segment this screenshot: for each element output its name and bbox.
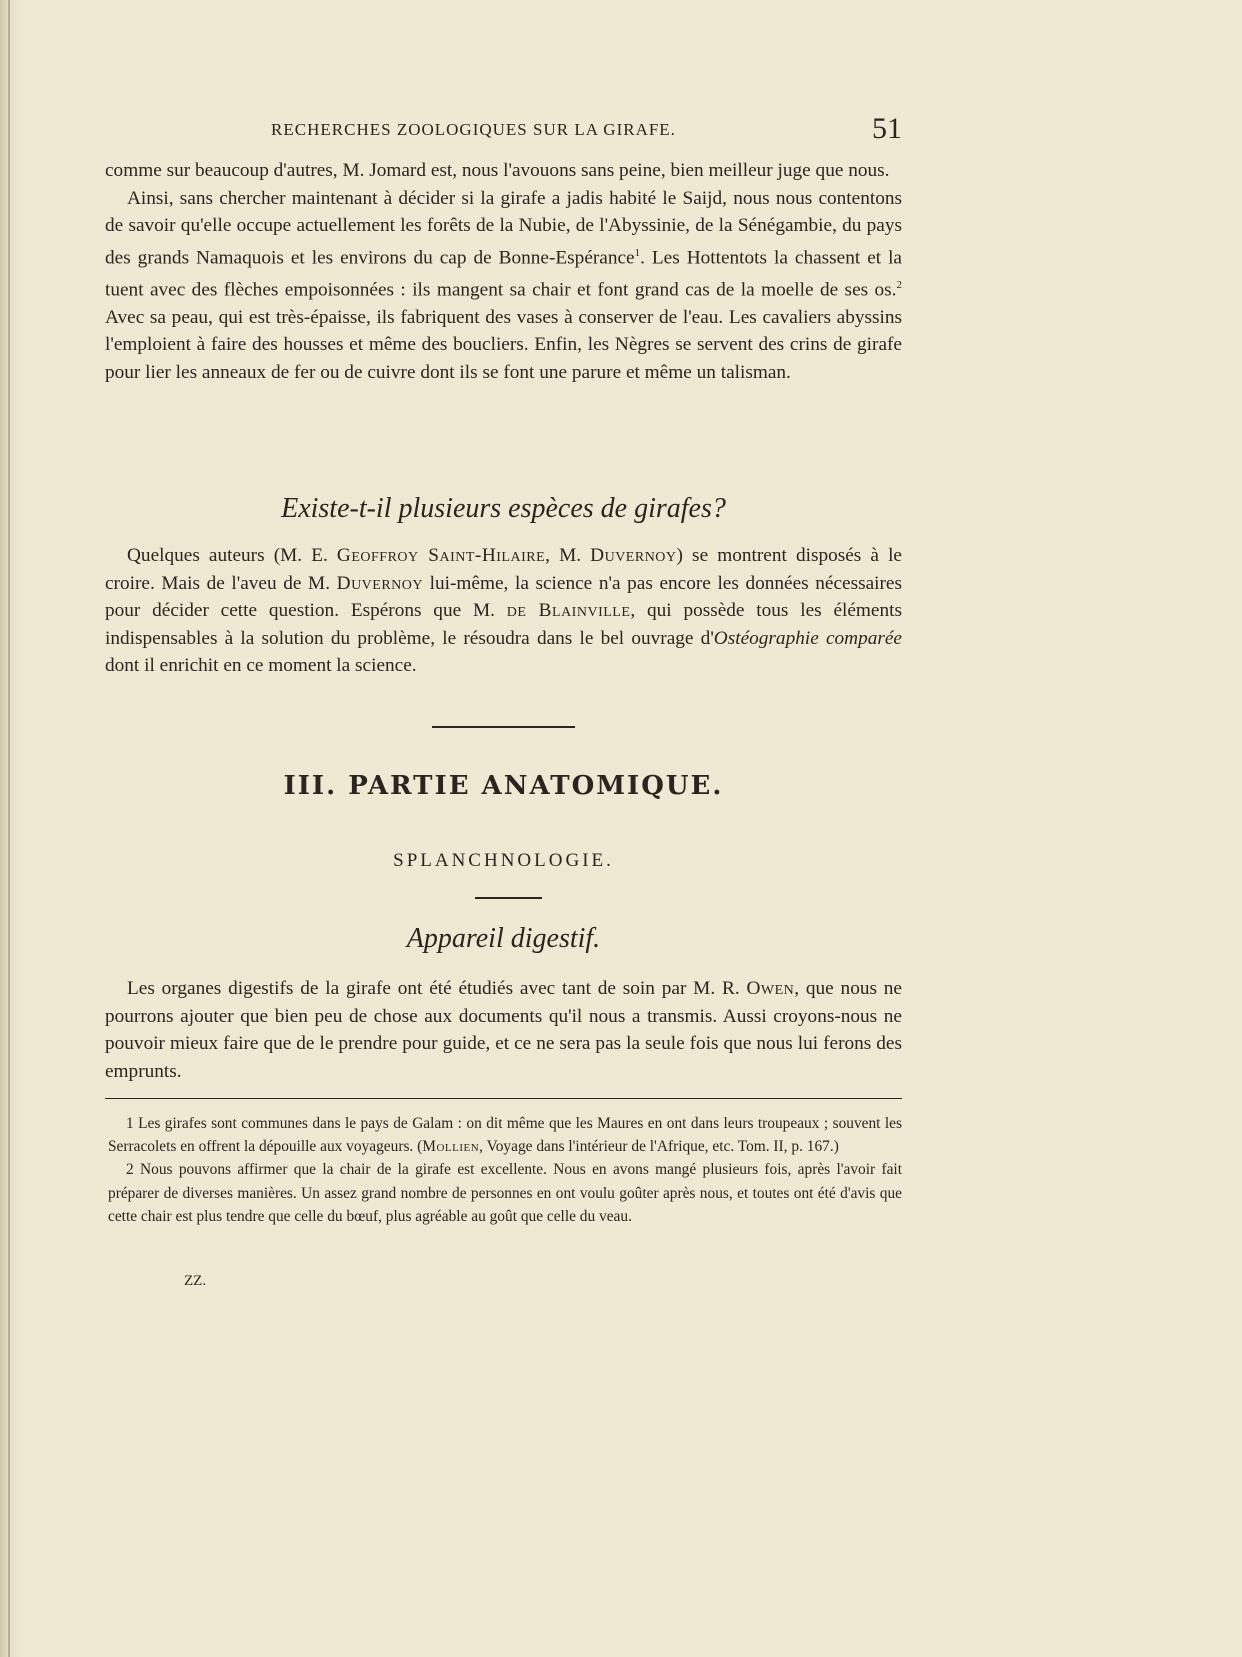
page-spine-shadow [0, 0, 22, 1657]
paragraph-text: , qui possède tous les éléments indispensables à la solution du problème, le résoudra dans le bel ouvrage d' [105, 600, 902, 649]
paragraph-text: dont il enrichit en ce moment la science. [105, 655, 417, 677]
work-title: Ostéographie comparée [713, 627, 902, 649]
paragraph-continuation [105, 157, 902, 185]
footnote-ref-2[interactable]: 2 [896, 278, 902, 291]
section-heading: SPLANCHNOLOGIE. [393, 850, 614, 871]
paragraph-text: . Les Hottentots la chassent et la tuent avec des flèches empoisonnées : ils mangent sa chair et font grand cas de la moelle de ses os. [105, 247, 902, 301]
paragraph-text: , que nous ne pourrons ajouter que bien peu de chose aux documents qu'il nous a transmis. Aussi croyons-nous ne pouvoir mieux faire que de le prendre pour guide, et ce ne sera pas la seule fois que nous lui ferons des emprunts. [105, 978, 902, 1082]
page-number: 51 [872, 112, 902, 145]
body-text-block-2 [105, 542, 902, 680]
author-name: de Blainville [506, 600, 631, 622]
short-divider-rule [475, 897, 542, 899]
author-name: Owen [746, 978, 795, 999]
body-text-block-3 [105, 975, 902, 1085]
page-header [105, 112, 902, 145]
footnote-2 [108, 1158, 902, 1228]
paragraph-text: comme sur beaucoup d'autres, M. Jomard est, nous l'avouons sans peine, bien meilleur juge que nous. [105, 160, 890, 181]
paragraph-text: Les organes digestifs de la girafe ont été étudiés avec tant de soin par M. R. [127, 978, 747, 999]
body-text-block-1 [105, 157, 902, 387]
signature-mark: ZZ. [184, 1273, 207, 1289]
footnotes [108, 1112, 902, 1228]
paragraph-text: lui-même, la science n'a pas encore les données nécessaires pour décider cette question. Espérons que M. [105, 572, 902, 622]
section-divider-rule [432, 726, 575, 728]
question-heading: Existe-t-il plusieurs espèces de girafes? [281, 493, 726, 524]
running-head: RECHERCHES ZOOLOGIQUES SUR LA GIRAFE. [271, 120, 676, 139]
paragraph-habitat [105, 185, 902, 387]
author-name: Geoffroy Saint-Hilaire [336, 545, 546, 566]
paragraph-text: Ainsi, sans chercher maintenant à décider si la girafe a jadis habité le Saijd, nous nous contentons de savoir qu'elle occupe actuellement les forêts de la Nubie, de l'Abyssinie, de la Sénégambie, du pays des grands Namaquois et les environs du cap de Bonne-Espérance [105, 187, 902, 269]
author-name: Duvernoy [336, 572, 424, 594]
part-heading: III. PARTIE ANATOMIQUE. [283, 771, 724, 801]
paragraph-text: Quelques auteurs (M. E. [127, 545, 337, 566]
footnote-text: 1 Les girafes sont communes dans le pays de Galam : on dit même que les Maures en ont dans leurs troupeaux ; souvent les Serracolets en offrent la dépouille aux voyageurs. ( [108, 1115, 902, 1156]
subsection-heading: Appareil digestif. [406, 923, 601, 954]
paragraph-text: ) se montrent disposés à le croire. Mais de l'aveu de M. [105, 545, 902, 594]
footnote-text: 2 Nous pouvons affirmer que la chair de la girafe est excellente. Nous en avons mangé plusieurs fois, après l'avoir fait préparer de diverses manières. Un assez grand nombre de personnes en ont voulu goûter après nous, et toutes ont été d'avis que cette chair est plus tendre que celle du bœuf, plus agréable au goût que celle du veau. [108, 1161, 902, 1225]
paragraph-digestive [105, 975, 902, 1085]
paragraph-text: Avec sa peau, qui est très-épaisse, ils fabriquent des vases à conserver de l'eau. Les cavaliers abyssins l'emploient à faire des housses et même des boucliers. Enfin, les Nègres se servent des crins de girafe pour lier les anneaux de fer ou de cuivre dont ils se font une parure et même un talisman. [105, 306, 902, 383]
paragraph-text: , M. [545, 545, 591, 566]
footnote-ref-1[interactable]: 1 [634, 246, 641, 259]
paragraph-species [105, 542, 902, 680]
author-name: Mollien [422, 1138, 480, 1156]
footnote-text: , Voyage dans l'intérieur de l'Afrique, etc. Tom. II, p. 167.) [479, 1138, 839, 1156]
spine-line [8, 0, 10, 1657]
author-name: Duvernoy [590, 545, 677, 566]
footnote-separator [105, 1098, 902, 1099]
footnote-1 [108, 1112, 902, 1158]
